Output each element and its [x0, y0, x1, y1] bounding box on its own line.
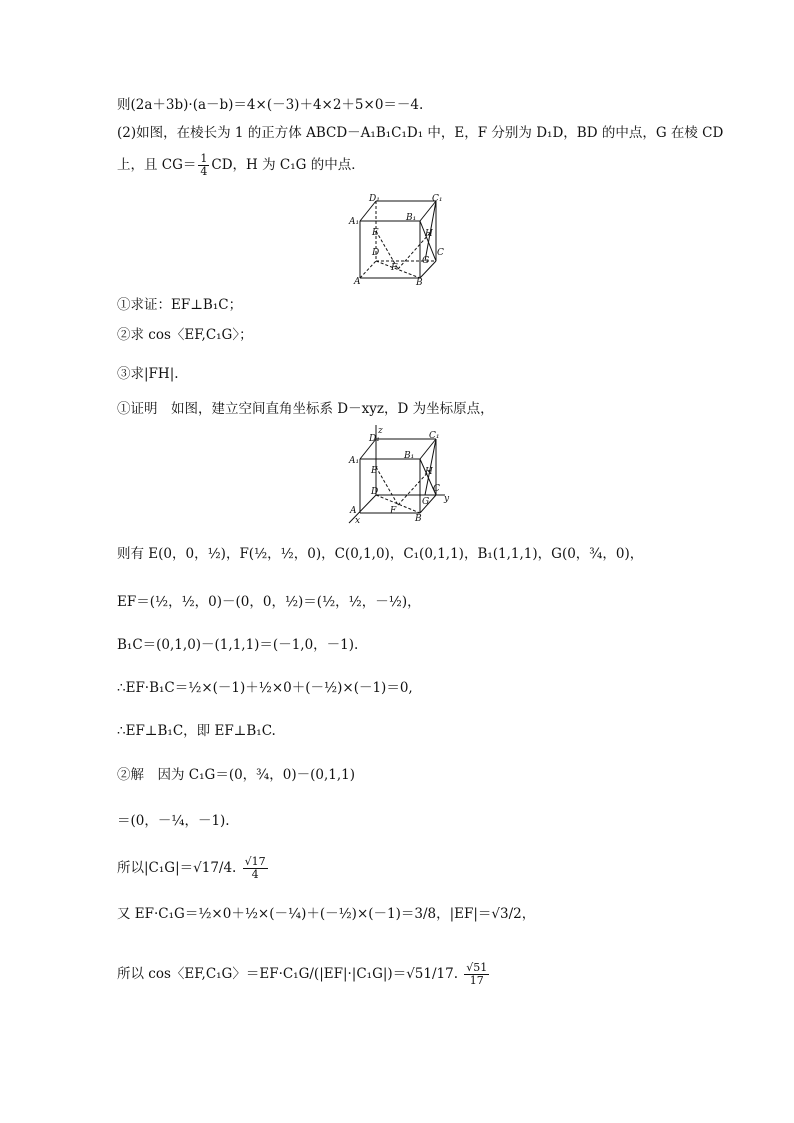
- label-D1: D₁: [369, 434, 380, 444]
- solution-dot-product: ∴EF·B₁C＝½×(－1)＋½×0＋(－½)×(－1)＝0,: [117, 680, 413, 696]
- question-2: ②求 cos〈EF,C₁G〉；: [117, 327, 253, 343]
- solution-2-c1g: ②解 因为 C₁G＝(0，¾，0)－(0,1,1): [117, 767, 355, 783]
- label-B1: B₁: [406, 213, 417, 223]
- solution-2-cosine: 所以 cos〈EF,C₁G〉＝EF·C₁G/(|EF|·|C₁G|)＝√51/17. $\frac{√51}{17}$: [117, 961, 488, 987]
- label-F: F: [390, 506, 397, 516]
- question-3: ③求|FH|.: [117, 366, 179, 382]
- problem-2-statement-cont: 上，且 CG＝ $\frac{1}{4}$ CD，H 为 C₁G 的中点．: [117, 152, 365, 178]
- label-B1: B₁: [404, 451, 415, 461]
- label-D1: D₁: [369, 194, 380, 204]
- label-A: A: [350, 506, 357, 516]
- question-1: ①求证：EF⊥B₁C；: [117, 297, 243, 313]
- label-G: G: [422, 256, 430, 266]
- solution-perpendicular: ∴EF⊥B₁C，即 EF⊥B₁C.: [117, 723, 276, 739]
- label-C: C: [433, 484, 440, 494]
- solution-vector-b1c: B₁C＝(0,1,0)－(1,1,1)＝(－1,0，－1).: [117, 637, 359, 653]
- fraction-sqrt17-over-4: $\frac{√17}{4}$: [244, 855, 266, 881]
- label-H: H: [425, 467, 433, 477]
- solution-2-c1g-result: ＝(0，－¼，－1).: [117, 813, 230, 829]
- label-B: B: [416, 278, 423, 285]
- fraction-sqrt51-over-17: $\frac{√51}{17}$: [466, 961, 488, 987]
- cube-figure-2: [343, 425, 458, 525]
- label-B: B: [415, 514, 422, 524]
- solution-1-intro: ①证明 如图，建立空间直角坐标系 D－xyz，D 为坐标原点，: [117, 401, 494, 417]
- label-x: x: [355, 516, 361, 525]
- text-line-1: 则(2a＋3b)·(a－b)＝4×(－3)＋4×2＋5×0＝－4.: [117, 97, 424, 113]
- label-D: D: [371, 487, 379, 497]
- label-A1: A₁: [349, 217, 360, 227]
- label-A: A: [354, 277, 361, 285]
- label-H: H: [425, 229, 433, 239]
- solution-2-magnitude: 所以|C₁G|＝√17/4. $\frac{√17}{4}$: [117, 855, 266, 881]
- label-F: F: [391, 263, 398, 273]
- label-z: z: [378, 426, 383, 436]
- label-E: E: [372, 228, 379, 238]
- label-C1: C₁: [432, 194, 443, 204]
- label-D: D: [372, 248, 380, 258]
- fraction-one-quarter: $\frac{1}{4}$: [200, 152, 208, 178]
- label-C: C: [437, 248, 444, 258]
- solution-vector-ef: EF＝(½，½，0)－(0，0，½)＝(½，½，－½)，: [117, 594, 421, 610]
- cube-figure-1: [343, 193, 453, 285]
- label-A1: A₁: [349, 456, 360, 466]
- label-G: G: [422, 497, 430, 507]
- solution-2-dot: 又 EF·C₁G＝½×0＋½×(－¼)＋(－½)×(－1)＝3/8，|EF|＝√3/2，: [117, 906, 536, 922]
- label-C1: C₁: [429, 431, 440, 441]
- problem-2-statement: (2)如图，在棱长为 1 的正方体 ABCD－A₁B₁C₁D₁ 中，E，F 分别为 D₁D，BD 的中点，G 在棱 CD: [117, 125, 724, 141]
- label-y: y: [444, 494, 450, 504]
- label-E: E: [371, 466, 378, 476]
- solution-coordinates: 则有 E(0，0，½)，F(½，½，0)，C(0,1,0)，C₁(0,1,1)，B₁(1,1,1)，G(0，¾，0)，: [117, 546, 644, 562]
